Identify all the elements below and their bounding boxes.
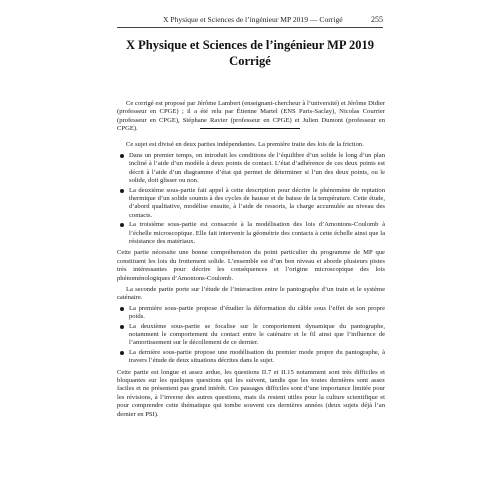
part2-list (117, 305, 385, 366)
paragraph-part2-intro: La seconde partie porte sur l’étude de l’interaction entre le pantographe d’un train et le système caténaire. (117, 285, 385, 301)
bullet-icon (120, 189, 124, 193)
paragraph-part2-summary: Cette partie est longue et assez ardue, les questions II.7 et II.15 notamment sont très difficiles et bloquantes sur les quelques questions qui les suivent, tandis que les toutes dernières sont assez faciles et ne présentent pas grand intérêt. Ces passages difficiles sont d’une importance limitée pour les révisions, à l’inverse des autres questions, mais ils restent utiles pour la culture scientifique et pour comprendre cette thématique qui tombe souvent ces dernières années (deux sujets déjà l’an dernier en PSI). (117, 368, 385, 418)
bullet-icon (120, 351, 124, 355)
part1-list (117, 152, 385, 246)
list-item-text: La deuxième sous-partie fait appel à cette description pour décrire le phénomène de reptation thermique d’un solide soumis à des cycles de hausse et de baisse de la température. Cette étude, d’abord qualitative, modélise ensuite, à l’aide de ressorts, la charge accumulée au niveau des contacts. (129, 186, 385, 219)
title-line-2: Corrigé (229, 54, 271, 68)
list-item-text: Dans un premier temps, on introduit les conditions de l’équilibre d’un solide le long d’un plan incliné à l’aide d’un modèle à deux points de contact. L’état d’adhérence de ces deux points est décrit à l’aide d’un diagramme d’état qui permet de déterminer si l’un des deux points, ou le solide, doit glisser ou non. (129, 151, 385, 185)
bullet-icon (120, 223, 124, 227)
list-item (129, 323, 385, 348)
running-title: X Physique et Sciences de l’ingénieur MP 2019 — Corrigé (163, 15, 343, 24)
bullet-icon (120, 325, 124, 329)
bullet-icon (120, 307, 124, 311)
intro-paragraph: Ce corrigé est proposé par Jérôme Lambert (enseignant-chercheur à l’université) et Jérôme Didier (professeur en CPGE) ; il a été relu par Étienne Martel (ENS Paris-Saclay), Nicolas Courrier (professeur en CPGE), Stéphane Ravier (professeur en CPGE) et Julien Dumont (professeur en CPGE). (117, 100, 385, 133)
bullet-icon (120, 154, 124, 158)
page-number: 255 (371, 15, 383, 24)
list-item-text: La troisième sous-partie est consacrée à la modélisation des lois d’Amontons-Coulomb à l’échelle microscopique. Elle fait intervenir la géométrie des contacts à cette échelle ainsi que la résistance des matériaux. (129, 221, 385, 245)
list-item (129, 152, 385, 186)
section-separator (200, 128, 300, 129)
main-text (117, 141, 385, 422)
running-header (117, 15, 383, 24)
page-title (110, 37, 390, 69)
list-item (129, 349, 385, 366)
paragraph-intro: Ce sujet est divisé en deux parties indépendantes. La première traite des lois de la friction. (126, 141, 364, 148)
list-item-text: La première sous-partie propose d’étudier la déformation du câble sous l’effet de son propre poids. (129, 304, 385, 321)
title-line-1: X Physique et Sciences de l’ingénieur MP 2019 (125, 38, 375, 52)
list-item (129, 305, 385, 322)
paragraph-part1-summary: Cette partie nécessite une bonne compréhension du point particulier du programme de MP que constituent les lois du frottement solide. L’ensemble est d’un bon niveau et aborde plusieurs pistes très intéressantes pour décrire les conséquences et l’origine microscopique des lois phénoménologiques d’Amontons-Coulomb. (117, 249, 385, 282)
list-item (129, 187, 385, 221)
list-item-text: La dernière sous-partie propose une modélisation du premier mode propre du pantographe, à travers l’étude de deux situations décrites dans le sujet. (129, 348, 385, 365)
header-rule (117, 27, 383, 28)
list-item (129, 221, 385, 246)
list-item-text: La deuxième sous-partie se focalise sur le comportement dynamique du pantographe, notamment le comportement du contact entre le caténaire et le fil ainsi que l’influence de l’amortissement sur le décollement de ce dernier. (129, 322, 385, 347)
